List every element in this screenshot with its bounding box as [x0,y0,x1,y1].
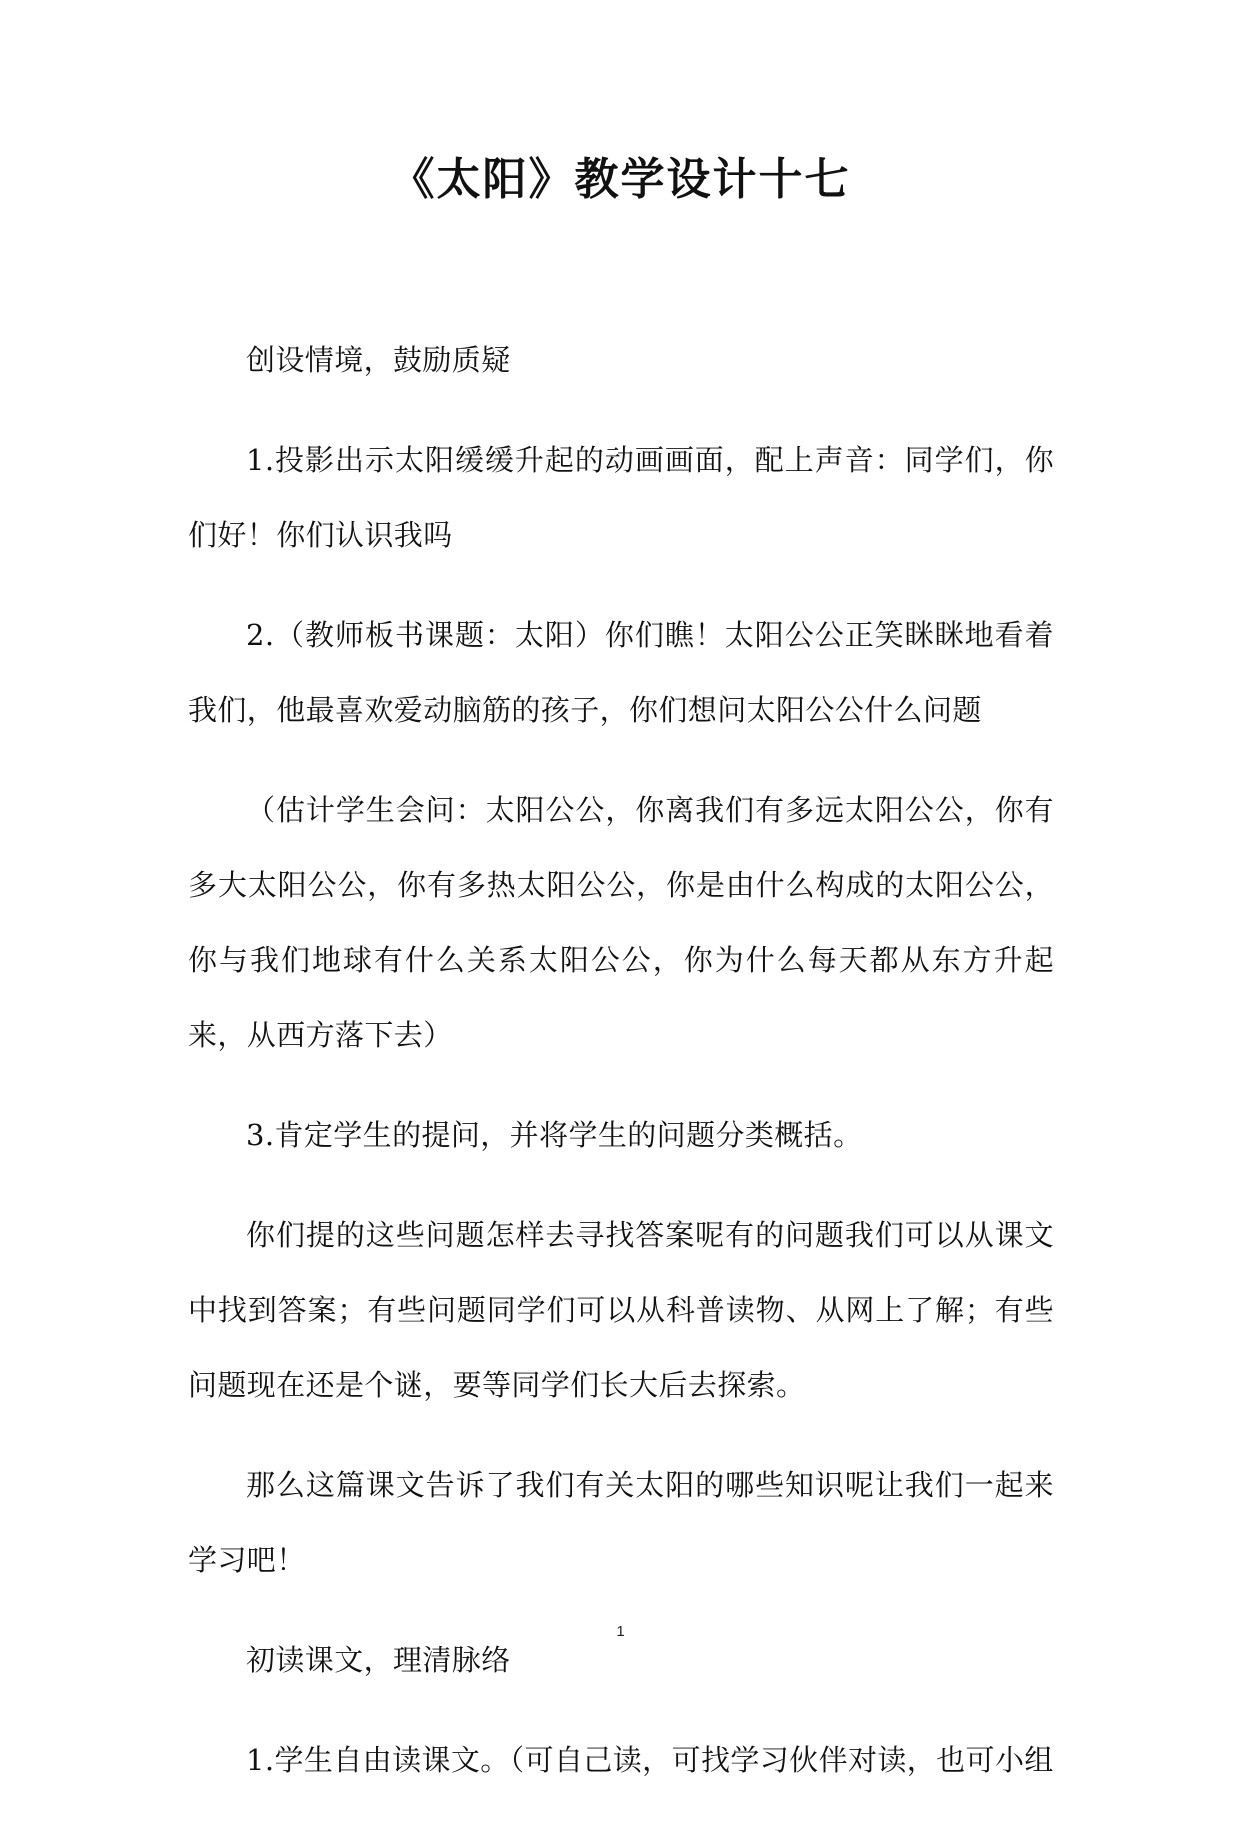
paragraph-step-2: 2.（教师板书课题：太阳）你们瞧！太阳公公正笑眯眯地看着我们，他最喜欢爱动脑筋的孩子，你们想问太阳公公什么问题 [188,618,1054,727]
section-heading-situation: 创设情境，鼓励质疑 [246,343,511,377]
paragraph-step-1: 1.投影出示太阳缓缓升起的动画画面，配上声音：同学们，你们好！你们认识我吗 [188,443,1054,552]
page-number: 1 [616,1623,625,1640]
paragraph-free-reading: 1.学生自由读课文。（可自己读，可找学习伙伴对读，也可小组 [246,1743,1054,1777]
paragraph-finding-answers: 你们提的这些问题怎样去寻找答案呢有的问题我们可以从课文中找到答案；有些问题同学们可以从科普读物、从网上了解；有些问题现在还是个谜，要等同学们长大后去探索。 [188,1218,1054,1402]
paragraph-student-questions: （估计学生会问：太阳公公，你离我们有多远太阳公公，你有多大太阳公公，你有多热太阳公公，你是由什么构成的太阳公公，你与我们地球有什么关系太阳公公，你为什么每天都从东方升起来，从西方落下去） [188,793,1054,1052]
document-body [188,323,1054,1823]
paragraph-lets-learn: 那么这篇课文告诉了我们有关太阳的哪些知识呢让我们一起来学习吧！ [188,1468,1054,1577]
section-heading-first-reading: 初读课文，理清脉络 [246,1643,511,1677]
paragraph-step-3: 3.肯定学生的提问，并将学生的问题分类概括。 [246,1118,863,1152]
document-title: 《太阳》教学设计十七 [390,154,851,205]
